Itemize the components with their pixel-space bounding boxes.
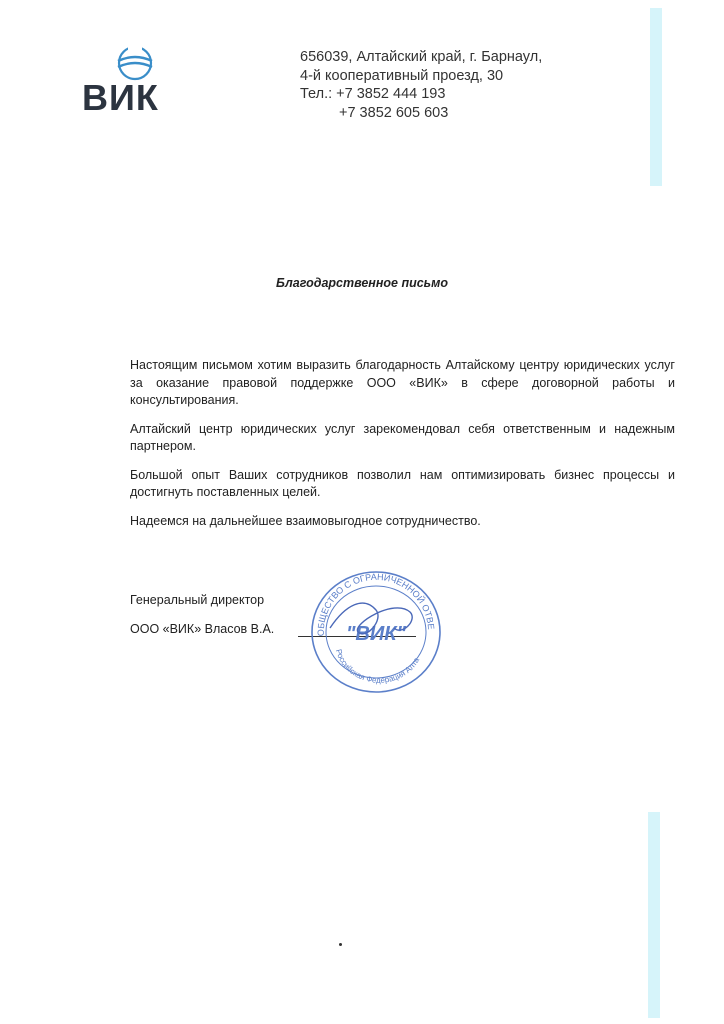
stamp-lower-text: Российская Федерация Алта bbox=[333, 648, 422, 685]
paragraph-2: Алтайский центр юридических услуг зарекомендовал себя ответственным и надежным партнером. bbox=[130, 421, 675, 453]
company-address bbox=[300, 48, 542, 122]
company-stamp bbox=[306, 566, 446, 698]
letter-title: Благодарственное письмо bbox=[276, 276, 448, 290]
scan-edge-strip-top bbox=[650, 8, 662, 186]
address-line-1: 656039, Алтайский край, г. Барнаул, bbox=[300, 49, 543, 65]
scan-artifact-dot bbox=[339, 943, 342, 946]
company-logo bbox=[80, 44, 196, 114]
logo-text: ВИК bbox=[82, 77, 159, 114]
paragraph-3: Большой опыт Ваших сотрудников позволил нам оптимизировать бизнес процессы и достигнуть поставленных целей. bbox=[130, 467, 675, 499]
address-line-2: 4-й кооперативный проезд, 30 bbox=[300, 67, 504, 84]
phone-line-2: +7 3852 605 603 bbox=[339, 104, 449, 121]
phone-line-1: Тел.: +7 3852 444 193 bbox=[300, 86, 446, 102]
signatory-position: Генеральный директор bbox=[130, 593, 265, 607]
stamp-center-text: "ВИК" bbox=[345, 623, 407, 645]
paragraph-1: Настоящим письмом хотим выразить благодарность Алтайскому центру юридических услуг за оказание правовой поддержке ООО «ВИК» в сфере договорной работы и консультирования. bbox=[130, 358, 675, 407]
paragraph-4: Надеемся на дальнейшее взаимовыгодное сотрудничество. bbox=[130, 513, 481, 528]
stamp-outer-text: ОБЩЕСТВО С ОГРАНИЧЕННОЙ ОТВЕ bbox=[315, 571, 437, 637]
logo-emblem-icon bbox=[118, 44, 152, 79]
signatory-name: ООО «ВИК» Власов В.А. bbox=[130, 622, 275, 636]
scan-edge-strip-bottom bbox=[648, 812, 660, 1018]
letter-body bbox=[130, 357, 675, 541]
